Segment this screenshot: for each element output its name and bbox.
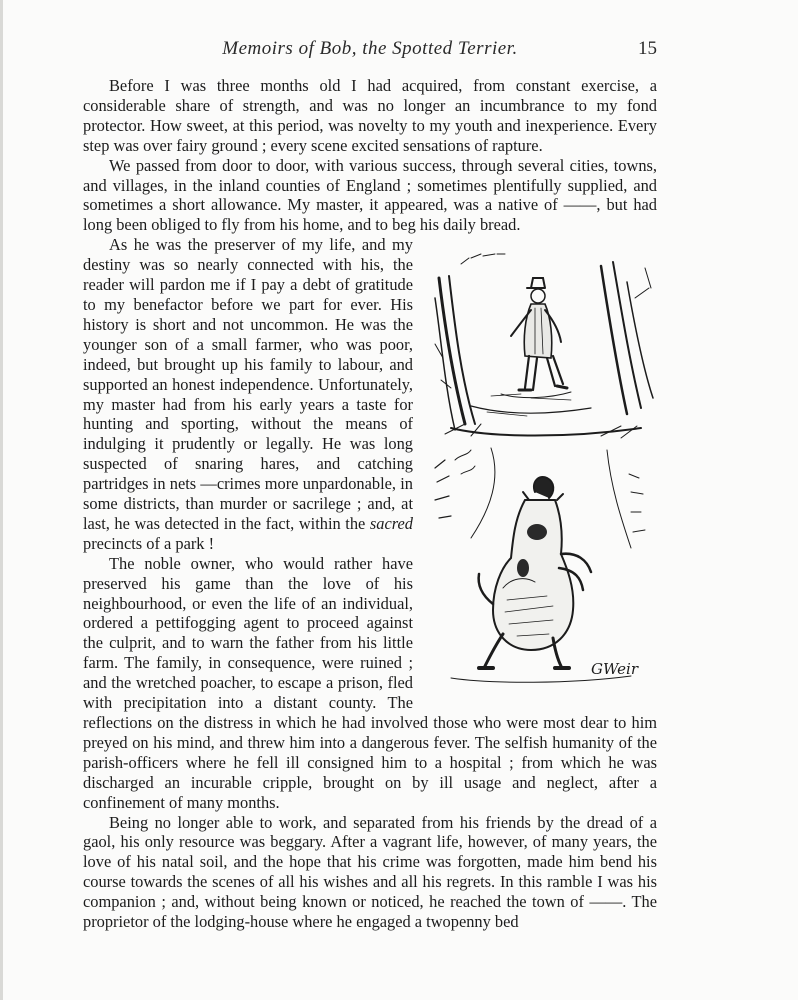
paragraph-2: We passed from door to door, with various success, through several cities, towns, and villages, in the inland counties of England ; sometimes plentifully supplied, and sometimes a short allowance. My master, it appeared, was a native of ——, but had long been obliged to fly from his home, and to beg his daily bread. [83, 155, 657, 235]
page-number: 15 [638, 38, 657, 59]
artist-signature: GWeir [591, 660, 639, 679]
paragraph-3 [83, 235, 657, 679]
body-text [83, 76, 657, 932]
running-title: Memoirs of Bob, the Spotted Terrier. [222, 38, 518, 59]
paragraph-4: The noble owner, who would rather have preserved his game than the love of his neighbourhood, or even the life of an individual, ordered a pettifogging agent to proceed against the culprit, and to warn the father from his little farm. The family, in consequence, were ruined ; and the wretched poacher, to escape a prison, fled with precipitation into a distant county. The reflections on the distress in which he had involved those who were most dear to him preyed on his mind, and threw him into a dangerous fever. The selfish humanity of the parish-officers where he fell ill consigned him to a hospital ; from which he was discharged an incurable cripple, brought on by ill usage and neglect, after a confinement of many months. [83, 553, 657, 812]
paragraph-3-text-b: precincts of a park ! [83, 533, 215, 553]
engraving-lines [435, 254, 653, 682]
engraving-svg [431, 238, 657, 694]
illustration-man-and-dog [431, 238, 657, 694]
paragraph-3-emphasis: sacred [369, 513, 413, 533]
paragraph-1: Before I was three months old I had acquired, from constant exercise, a considerable share of strength, and was no longer an incumbrance to my fond protector. How sweet, at this period, was novelty to my youth and inexperience. Every step was over fairy ground ; every scene excited sensations of rapture. [83, 76, 657, 155]
paragraph-5: Being no longer able to work, and separated from his friends by the dread of a gaol, his only resource was beggary. After a vagrant life, however, of many years, the love of his natal soil, and the hope that his crime was forgotten, made him bend his course towards the scenes of all his wishes and all his regrets. In this ramble I was his companion ; and, without being known or noticed, he reached the town of ——. The proprietor of the lodging-house where he engaged a twopenny bed [83, 812, 657, 932]
paragraph-3-text-a: As he was the preserver of my life, and my destiny was so nearly connected with his, the reader will pardon me if I pay a debt of gratitude to my benefactor before we part for ever. His history is short and not uncommon. He was the younger son of a small farmer, who was poor, indeed, but brought up his family to labour, and supported an honest independence. Unfortunately, my master had from his early years a taste for hunting and sporting, without the means of indulging it prudently or legally. He was long suspected of snaring hares, and catching partridges in nets —crimes more unpardonable, in some districts, than murder or sacrilege ; and, at last, he was detected in the fact, within the [83, 235, 413, 533]
page-header [83, 38, 657, 66]
